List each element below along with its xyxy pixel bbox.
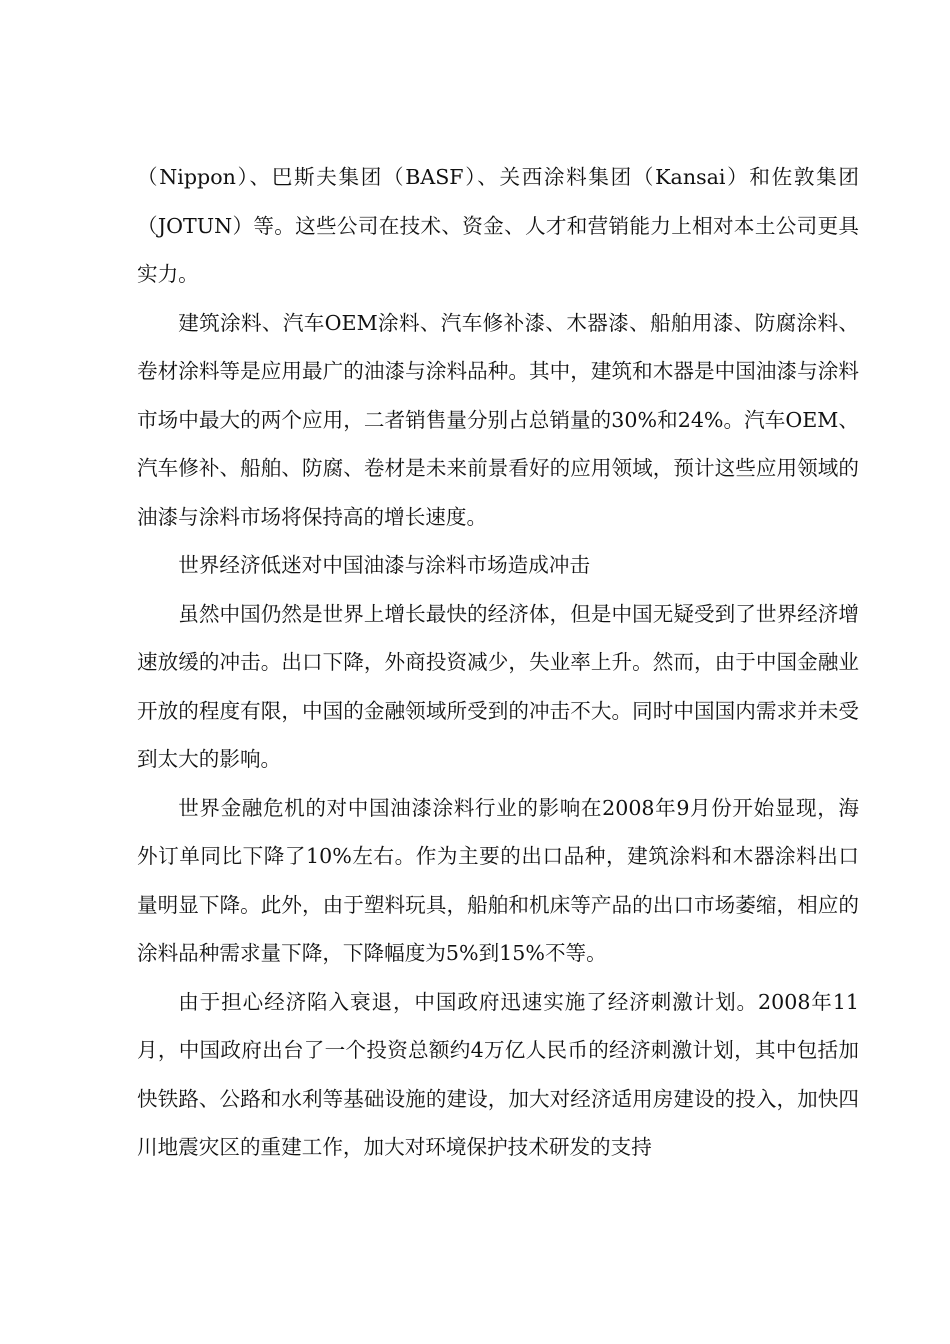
section-heading: 世界经济低迷对中国油漆与涂料市场造成冲击 — [178, 553, 591, 577]
paragraph-economy-impact: 虽然中国仍然是世界上增长最快的经济体，但是中国无疑受到了世界经济增速放缓的冲击。出口下降，外商投资减少，失业率上升。然而，由于中国金融业开放的程度有限，中国的金融领域所受到的冲击不大。同时中国国内需求并未受到太大的影响。 — [137, 601, 859, 771]
paragraph-companies: （Nippon）、巴斯夫集团（BASF）、关西涂料集团（Kansai）和佐敦集团（JOTUN）等。这些公司在技术、资金、人才和营销能力上相对本土公司更具实力。 — [137, 165, 859, 286]
paragraph-financial-crisis: 世界金融危机的对中国油漆涂料行业的影响在2008年9月份开始显现，海外订单同比下降了10%左右。作为主要的出口品种，建筑涂料和木器涂料出口量明显下降。此外，由于塑料玩具，船舶和机床等产品的出口市场萎缩，相应的涂料品种需求量下降，下降幅度为5%到15%不等。 — [137, 795, 859, 965]
paragraph-stimulus-plan: 由于担心经济陷入衰退，中国政府迅速实施了经济刺激计划。2008年11月，中国政府出台了一个投资总额约4万亿人民币的经济刺激计划，其中包括加快铁路、公路和水利等基础设施的建设，加大对经济适用房建设的投入，加快四川地震灾区的重建工作，加大对环境保护技术研发的支持 — [137, 989, 859, 1159]
document-body — [137, 153, 859, 1172]
paragraph-applications: 建筑涂料、汽车OEM涂料、汽车修补漆、木器漆、船舶用漆、防腐涂料、卷材涂料等是应用最广的油漆与涂料品种。其中，建筑和木器是中国油漆与涂料市场中最大的两个应用，二者销售量分别占总销量的30%和24%。汽车OEM、汽车修补、船舶、防腐、卷材是未来前景看好的应用领域，预计这些应用领域的油漆与涂料市场将保持高的增长速度。 — [137, 310, 859, 529]
